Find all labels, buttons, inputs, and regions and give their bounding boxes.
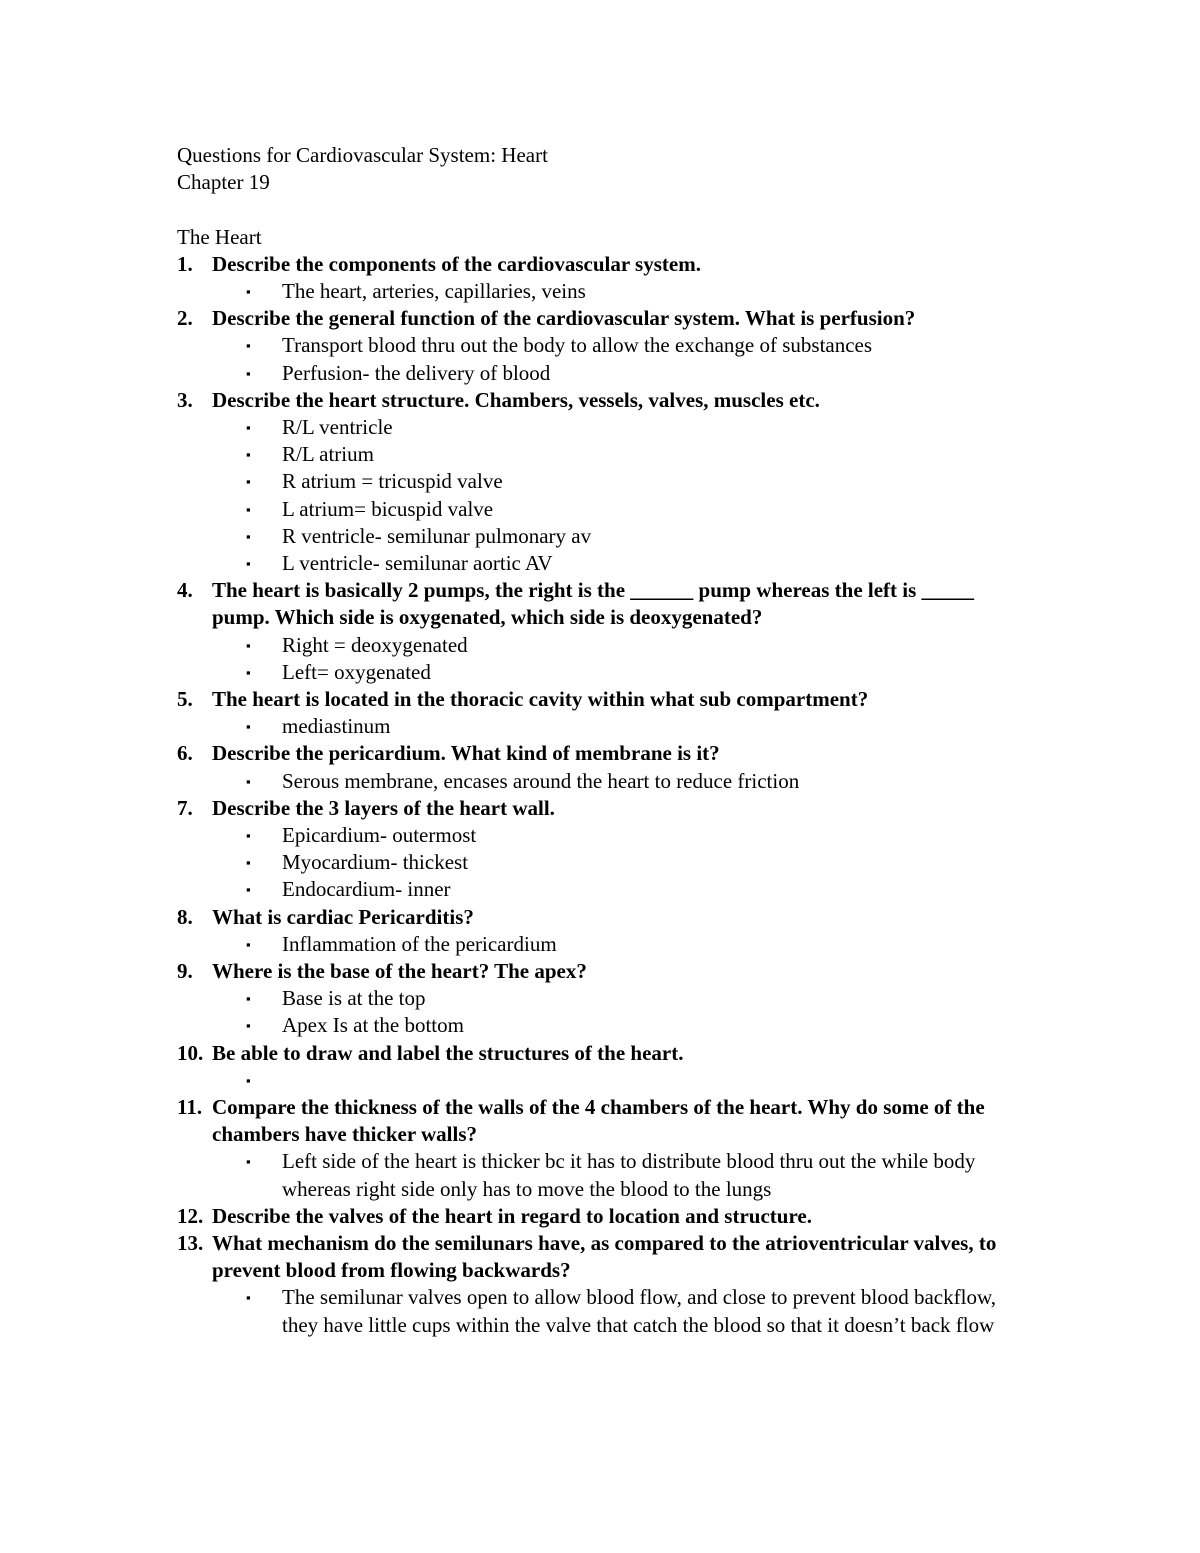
answer-text: Epicardium- outermost — [282, 823, 477, 848]
question-text: Describe the pericardium. What kind of membrane is it? — [212, 741, 720, 766]
bullet-icon: ▪ — [246, 528, 251, 544]
bullet-icon: ▪ — [246, 1018, 251, 1034]
answer-item — [177, 876, 1037, 903]
bullet-icon: ▪ — [246, 283, 251, 299]
question-number: 8. — [177, 904, 193, 929]
blank-line — [177, 196, 1037, 223]
bullet-icon: ▪ — [246, 1072, 251, 1088]
question-heading — [177, 577, 1037, 631]
question-text: Describe the 3 layers of the heart wall. — [212, 795, 555, 820]
question-heading — [177, 1230, 1037, 1284]
question-text: What mechanism do the semilunars have, as compared to the atrioventricular valves, to prevent blood from flowing backwards? — [212, 1231, 997, 1283]
answer-item — [177, 360, 1037, 387]
question-item — [177, 904, 1037, 958]
question-text: Compare the thickness of the walls of the 4 chambers of the heart. Why do some of the chambers have thicker walls? — [212, 1095, 985, 1147]
question-text: The heart is located in the thoracic cavity within what sub compartment? — [212, 687, 869, 711]
answer-item — [177, 849, 1037, 876]
bullet-icon: ▪ — [246, 447, 251, 463]
question-item — [177, 251, 1037, 305]
answer-text: Inflammation of the pericardium — [282, 931, 557, 956]
bullet-icon: ▪ — [246, 855, 251, 871]
question-number: 11. — [177, 1095, 203, 1120]
answer-item — [177, 632, 1037, 659]
answer-text: R ventricle- semilunar pulmonary av — [282, 523, 592, 548]
answer-item — [177, 822, 1037, 849]
answer-text: R/L atrium — [282, 442, 374, 467]
answer-item — [177, 985, 1037, 1012]
question-item — [177, 1040, 1037, 1094]
answer-list — [177, 768, 1037, 795]
answer-item — [177, 713, 1037, 740]
question-number: 9. — [177, 959, 193, 984]
bullet-icon: ▪ — [246, 1290, 251, 1306]
question-number: 6. — [177, 741, 193, 766]
answer-list — [177, 985, 1037, 1039]
answer-text: The heart, arteries, capillaries, veins — [282, 278, 586, 303]
chapter-label: Chapter 19 — [177, 170, 270, 195]
question-number: 10. — [177, 1040, 204, 1065]
question-heading — [177, 686, 1037, 713]
answer-item — [177, 414, 1037, 441]
answer-list — [177, 414, 1037, 577]
answer-text: The semilunar valves open to allow blood flow, and close to prevent blood backflow, they have little cups within the valve that catch the blood so that it doesn’t back flow — [282, 1285, 997, 1337]
question-number: 5. — [177, 687, 193, 711]
bullet-icon: ▪ — [246, 1154, 251, 1170]
bullet-icon: ▪ — [246, 637, 251, 653]
bullet-icon: ▪ — [246, 338, 251, 354]
answer-item — [177, 332, 1037, 359]
answer-text: L atrium= bicuspid valve — [282, 496, 494, 521]
bullet-icon: ▪ — [246, 719, 251, 735]
answer-list — [177, 278, 1037, 305]
document-page — [177, 142, 1037, 1339]
bullet-icon: ▪ — [246, 419, 251, 435]
answer-text: Perfusion- the delivery of blood — [282, 360, 551, 385]
question-item — [177, 577, 1037, 686]
question-number: 7. — [177, 795, 193, 820]
answer-text: Left side of the heart is thicker bc it has to distribute blood thru out the while body whereas right side only has to move the blood to the lungs — [282, 1149, 976, 1201]
bullet-icon: ▪ — [246, 991, 251, 1007]
question-item — [177, 1203, 1037, 1230]
question-number: 13. — [177, 1231, 204, 1256]
bullet-icon: ▪ — [246, 828, 251, 844]
bullet-icon: ▪ — [246, 501, 251, 517]
question-heading — [177, 1040, 1037, 1067]
bullet-icon: ▪ — [246, 882, 251, 898]
question-number: 3. — [177, 387, 193, 412]
answer-text: Base is at the top — [282, 986, 426, 1011]
answer-text: Apex Is at the bottom — [282, 1013, 464, 1038]
answer-text: mediastinum — [282, 714, 391, 739]
answer-item — [177, 931, 1037, 958]
answer-item — [177, 441, 1037, 468]
question-item — [177, 305, 1037, 387]
answer-list — [177, 1148, 1037, 1202]
answer-item — [177, 659, 1037, 686]
answer-text: R atrium = tricuspid valve — [282, 469, 503, 494]
question-number: 2. — [177, 306, 193, 331]
answer-text: Endocardium- inner — [282, 877, 451, 902]
question-item — [177, 387, 1037, 577]
answer-text: L ventricle- semilunar aortic AV — [282, 550, 553, 575]
question-heading — [177, 251, 1037, 278]
answer-list — [177, 1067, 1037, 1094]
bullet-icon: ▪ — [246, 936, 251, 952]
answer-list — [177, 822, 1037, 904]
answer-text: Left= oxygenated — [282, 659, 431, 684]
answer-item — [177, 1148, 1037, 1202]
answer-item — [177, 496, 1037, 523]
question-text: Describe the general function of the cardiovascular system. What is perfusion? — [212, 306, 916, 331]
question-text: The heart is basically 2 pumps, the right is the ______ pump whereas the left is _____ pump. Which side is oxygenated, which side is deoxygenated? — [212, 578, 975, 630]
answer-item — [177, 1284, 1037, 1338]
question-heading — [177, 1203, 1037, 1230]
bullet-icon: ▪ — [246, 555, 251, 571]
answer-text: Serous membrane, encases around the heart to reduce friction — [282, 768, 800, 793]
question-item — [177, 686, 1037, 740]
answer-item — [177, 523, 1037, 550]
question-text: Be able to draw and label the structures of the heart. — [212, 1040, 684, 1065]
answer-list — [177, 1284, 1037, 1338]
question-text: Where is the base of the heart? The apex? — [212, 959, 587, 984]
question-heading — [177, 1094, 1037, 1148]
question-item — [177, 1094, 1037, 1203]
answer-item — [177, 768, 1037, 795]
answer-text: R/L ventricle — [282, 414, 393, 439]
answer-text: Right = deoxygenated — [282, 632, 468, 657]
question-item — [177, 1230, 1037, 1339]
question-heading — [177, 904, 1037, 931]
question-text: What is cardiac Pericarditis? — [212, 904, 474, 929]
question-heading — [177, 740, 1037, 767]
question-number: 12. — [177, 1203, 204, 1228]
answer-item — [177, 550, 1037, 577]
question-item — [177, 740, 1037, 794]
question-text: Describe the heart structure. Chambers, vessels, valves, muscles etc. — [212, 387, 820, 412]
question-item — [177, 958, 1037, 1040]
answer-text: Transport blood thru out the body to allow the exchange of substances — [282, 333, 873, 358]
section-heading: The Heart — [177, 224, 262, 249]
question-number: 1. — [177, 251, 193, 276]
question-heading — [177, 795, 1037, 822]
question-heading — [177, 387, 1037, 414]
answer-item — [177, 278, 1037, 305]
question-text: Describe the components of the cardiovascular system. — [212, 251, 701, 276]
question-heading — [177, 958, 1037, 985]
question-number: 4. — [177, 578, 193, 603]
answer-item — [177, 1067, 1037, 1094]
document-title: Questions for Cardiovascular System: Heart — [177, 143, 548, 167]
bullet-icon: ▪ — [246, 474, 251, 490]
question-list — [177, 251, 1037, 1339]
question-heading — [177, 305, 1037, 332]
answer-text: Myocardium- thickest — [282, 850, 469, 875]
answer-item — [177, 1012, 1037, 1039]
answer-list — [177, 713, 1037, 740]
bullet-icon: ▪ — [246, 664, 251, 680]
answer-list — [177, 332, 1037, 386]
answer-list — [177, 632, 1037, 686]
answer-item — [177, 468, 1037, 495]
bullet-icon: ▪ — [246, 773, 251, 789]
bullet-icon: ▪ — [246, 365, 251, 381]
answer-list — [177, 931, 1037, 958]
question-item — [177, 795, 1037, 904]
question-text: Describe the valves of the heart in regard to location and structure. — [212, 1203, 812, 1228]
